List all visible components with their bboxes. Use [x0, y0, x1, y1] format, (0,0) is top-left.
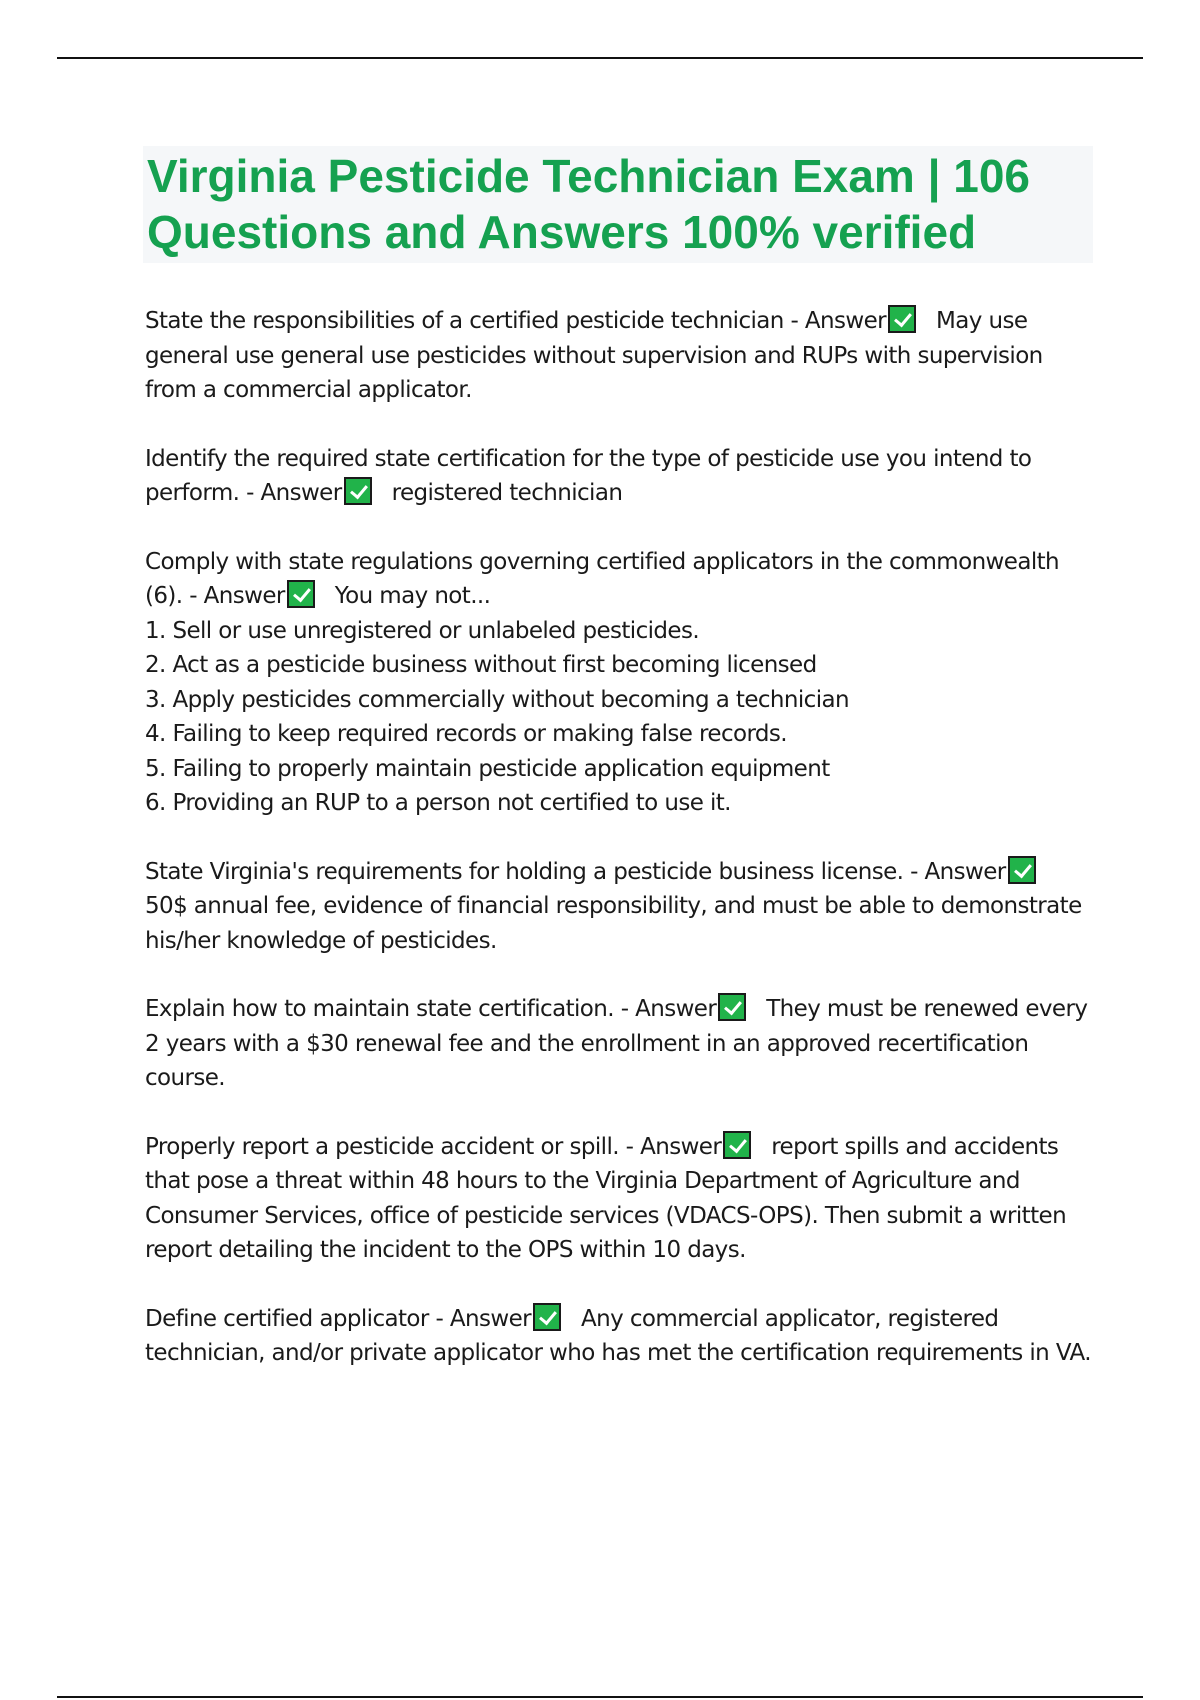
question-text: State the responsibilities of a certified pesticide technician	[145, 308, 784, 334]
qa-item-1	[145, 304, 1095, 408]
list-item: 6. Providing an RUP to a person not certified to use it.	[145, 790, 731, 816]
question-text: Properly report a pesticide accident or spill.	[145, 1133, 619, 1160]
answer-text: Any commercial applicator, registered technician, and/or private applicator who has met the certification requirements in VA.	[145, 1305, 1091, 1366]
list-item: 4. Failing to keep required records or making false records.	[145, 721, 788, 747]
list-item: 1. Sell or use unregistered or unlabeled pesticides.	[145, 617, 700, 644]
qa-item-7	[145, 1302, 1095, 1371]
qa-item-2	[145, 442, 1095, 511]
qa-item-5	[145, 992, 1095, 1096]
check-box-icon	[287, 580, 315, 608]
document-title: Virginia Pesticide Technician Exam | 106 Questions and Answers 100% verified	[147, 150, 1031, 258]
question-text: Identify the required state certification for the type of pesticide use you intend to perform.	[145, 445, 1032, 506]
list-item: 3. Apply pesticides commercially without becoming a technician	[145, 686, 849, 713]
top-rule	[57, 57, 1143, 59]
answer-text: You may not...	[334, 583, 491, 609]
answer-marker: - Answer	[620, 996, 717, 1022]
answer-text: registered technician	[391, 480, 623, 506]
answer-text: 50$ annual fee, evidence of financial responsibility, and must be able to demonstrate his/her knowledge of pesticides.	[145, 893, 1082, 954]
question-text: State Virginia's requirements for holding a pesticide business license.	[145, 858, 904, 885]
title-box	[143, 146, 1093, 263]
qa-content	[145, 304, 1095, 1405]
check-box-icon	[718, 993, 746, 1021]
check-box-icon	[1008, 856, 1036, 884]
answer-marker: - Answer	[625, 1133, 722, 1160]
question-text: Explain how to maintain state certification.	[145, 996, 614, 1022]
answer-text: They must be renewed every 2 years with a $30 renewal fee and the enrollment in an approved recertification course.	[145, 996, 1088, 1091]
qa-item-4	[145, 855, 1095, 959]
qa-item-3	[145, 545, 1095, 821]
check-box-icon	[723, 1131, 751, 1159]
answer-marker: - Answer	[189, 583, 285, 609]
bottom-rule	[57, 1696, 1143, 1698]
check-box-icon	[888, 305, 916, 333]
answer-text: report spills and accidents that pose a threat within 48 hours to the Virginia Department of Agriculture and Consumer Services, office of pesticide services (VDACS-OPS). Then submit a written report detailing the incident to the OPS within 10 days.	[145, 1133, 1067, 1263]
question-text: Define certified applicator	[145, 1305, 429, 1332]
check-box-icon	[533, 1303, 561, 1331]
answer-marker: - Answer	[435, 1305, 532, 1332]
list-item: 5. Failing to properly maintain pesticide application equipment	[145, 755, 830, 782]
question-text: Comply with state regulations governing certified applicators in the commonwealth (6).	[145, 548, 1059, 609]
answer-text: May use general use general use pesticides without supervision and RUPs with supervision from a commercial applicator.	[145, 308, 1043, 403]
check-box-icon	[344, 477, 372, 505]
answer-marker: - Answer	[910, 858, 1006, 885]
answer-marker: - Answer	[790, 308, 887, 334]
list-item: 2. Act as a pesticide business without first becoming licensed	[145, 652, 817, 678]
qa-item-6	[145, 1130, 1095, 1268]
answer-marker: - Answer	[246, 480, 342, 506]
